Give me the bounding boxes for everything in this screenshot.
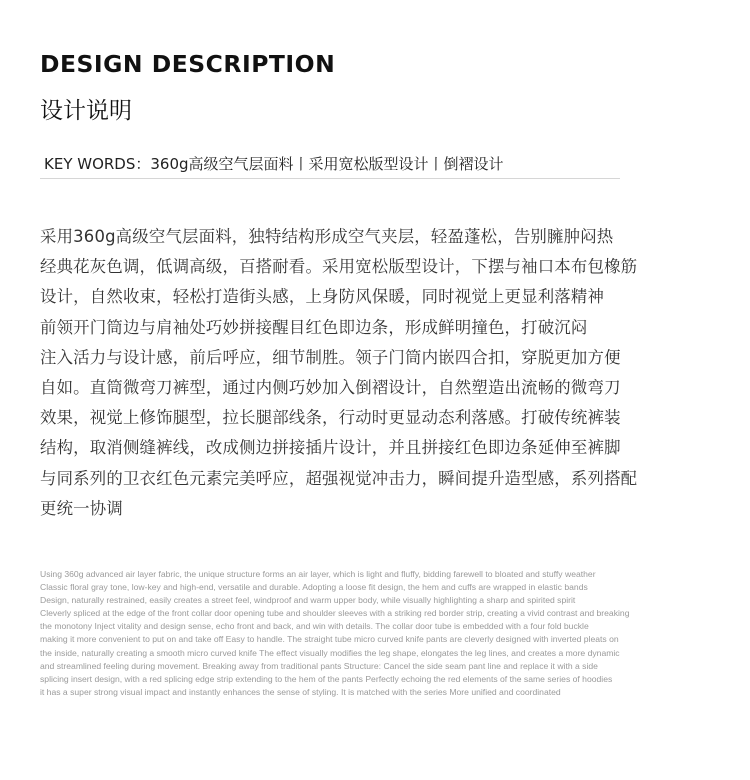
- description-en-line: Using 360g advanced air layer fabric, the unique structure forms an air layer, which is light and fluffy, bidding farewell to bloated and stuffy weather: [40, 569, 596, 579]
- description-cn-line: 前领开门筒边与肩袖处巧妙拼接醒目红色即边条，形成鲜明撞色，打破沉闷: [40, 317, 588, 337]
- description-en-line: the inside, naturally creating a smooth micro curved knife The effect visually modifies the leg shape, elongates the leg lines, and creates a more dynamic: [40, 647, 620, 658]
- description-cn-line: 经典花灰色调，低调高级，百搭耐看。采用宽松版型设计，下摆与袖口本布包橡筋: [40, 257, 638, 277]
- description-cn-line: 效果，视觉上修饰腿型，拉长腿部线条，行动时更显动态利落感。打破传统裤装: [40, 408, 621, 428]
- description-cn-line: 与同系列的卫衣红色元素完美呼应，超强视觉冲击力，瞬间提升造型感，系列搭配: [40, 468, 638, 488]
- description-en: [40, 568, 745, 699]
- section-title-cn: 设计说明: [40, 98, 132, 124]
- description-en-line: making it more convenient to put on and take off Easy to handle. The straight tube micro curved knife pants are cleverly designed with inverted pleats on: [40, 634, 619, 645]
- description-en-line: it has a super strong visual impact and instantly enhances the sense of styling. It is matched with the series More unified and coordinated: [40, 686, 561, 697]
- description-en-line: splicing insert design, with a red splicing edge strip extending to the hem of the pants Perfectly echoing the red elements of the same series of hoodies: [40, 673, 613, 684]
- description-en-line: the monotony Inject vitality and design sense, echo front and back, and win with details. The collar door tube is embedded with a four fold buckle: [40, 621, 589, 632]
- description-cn-line: 注入活力与设计感，前后呼应，细节制胜。领子门筒内嵌四合扣，穿脱更加方便: [40, 347, 621, 367]
- section-title-en: DESIGN DESCRIPTION: [40, 52, 336, 78]
- description-en-line: Design, naturally restrained, easily creates a street feel, windproof and warm upper body, while visually highlighting a sharp and spirited spirit: [40, 595, 576, 606]
- description-cn-line: 采用360g高级空气层面料，独特结构形成空气夹层，轻盈蓬松，告别臃肿闷热: [40, 227, 614, 246]
- description-cn-line: 自如。直筒微弯刀裤型，通过内侧巧妙加入倒褶设计，自然塑造出流畅的微弯刀: [40, 378, 621, 398]
- description-en-line: Cleverly spliced at the edge of the front collar door opening tube and shoulder sleeves with a striking red border strip, creating a vivid contrast and breaking: [40, 608, 630, 619]
- keywords-divider: [40, 178, 620, 179]
- description-cn: [40, 222, 730, 524]
- keywords-line: KEY WORDS：360g高级空气层面料丨采用宽松版型设计丨倒褶设计: [44, 155, 504, 173]
- description-en-line: Classic floral gray tone, low-key and high-end, versatile and durable. Adopting a loose fit design, the hem and cuffs are wrapped in elastic bands: [40, 582, 588, 593]
- description-cn-line: 设计，自然收束，轻松打造街头感，上身防风保暖，同时视觉上更显利落精神: [40, 287, 605, 307]
- description-en-line: and streamlined feeling during movement. Breaking away from traditional pants Structure: Cancel the side seam pant line and replace it with a side: [40, 660, 598, 671]
- description-cn-line: 结构，取消侧缝裤线，改成侧边拼接插片设计，并且拼接红色即边条延伸至裤脚: [40, 438, 621, 458]
- description-cn-line: 更统一协调: [40, 498, 123, 518]
